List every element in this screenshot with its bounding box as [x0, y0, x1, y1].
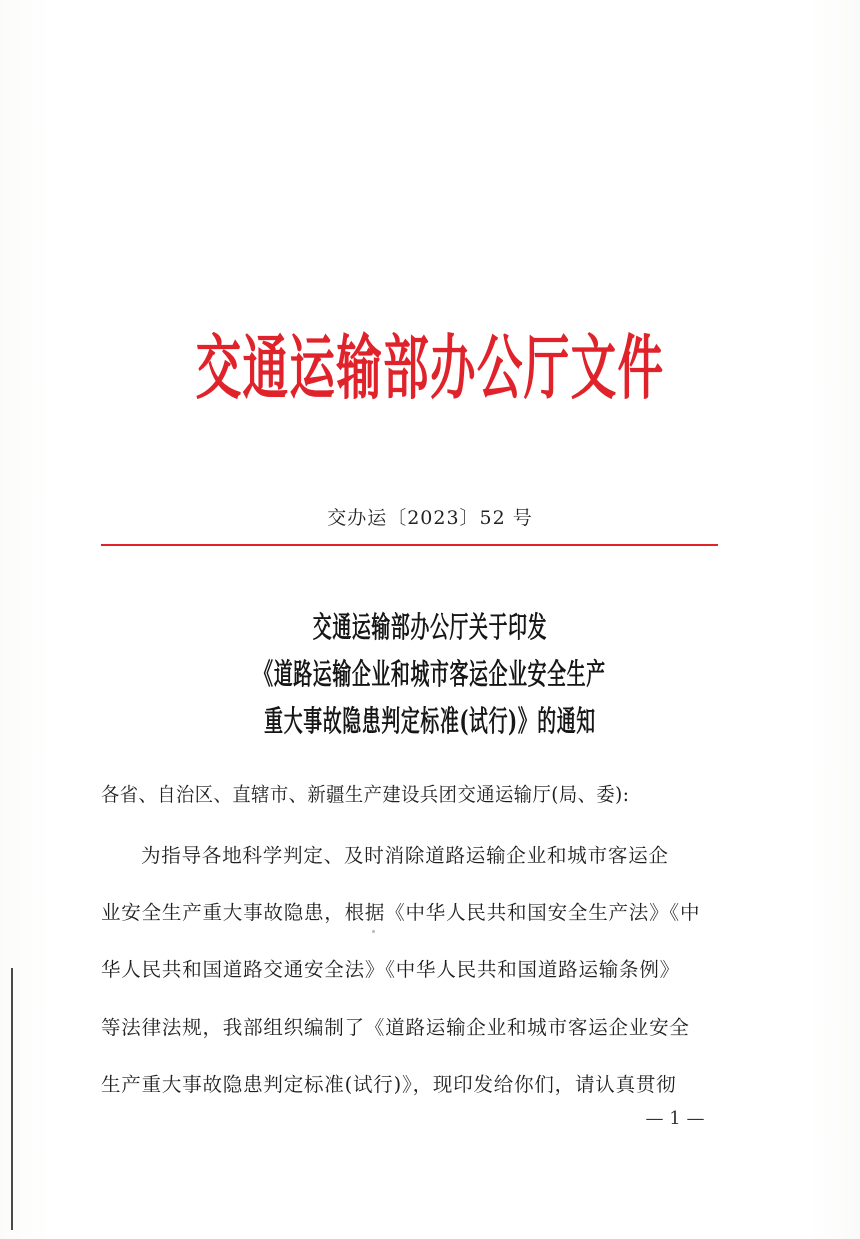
notice-title-line-1: 交通运输部办公厅关于印发	[312, 610, 548, 644]
body-line-2: 业安全生产重大事故隐患，根据《中华人民共和国安全生产法》《中	[101, 901, 701, 924]
document-number: 交办运〔2023〕52 号	[327, 507, 533, 529]
notice-title-line-3: 重大事故隐患判定标准(试行)》的通知	[264, 704, 596, 738]
scan-edge-line	[11, 968, 13, 1230]
scan-speck	[372, 930, 375, 933]
body-line-5: 生产重大事故隐患判定标准(试行)》，现印发给你们，请认真贯彻	[101, 1073, 677, 1096]
issuer-red-header: 交通运输部办公厅文件	[195, 326, 665, 409]
page-number: — 1 —	[645, 1108, 705, 1129]
body-line-1: 为指导各地科学判定、及时消除道路运输企业和城市客运企	[141, 844, 669, 867]
notice-title	[0, 604, 860, 745]
body-line-3: 华人民共和国道路交通安全法》《中华人民共和国道路运输条例》	[101, 958, 680, 981]
salutation-recipients: 各省、自治区、直辖市、新疆生产建设兵团交通运输厅(局、委):	[101, 783, 630, 806]
red-separator-line	[101, 544, 718, 546]
body-line-4: 等法律法规，我部组织编制了《道路运输企业和城市客运企业安全	[101, 1016, 690, 1039]
notice-title-line-2: 《道路运输企业和城市客运企业安全生产	[254, 657, 606, 691]
